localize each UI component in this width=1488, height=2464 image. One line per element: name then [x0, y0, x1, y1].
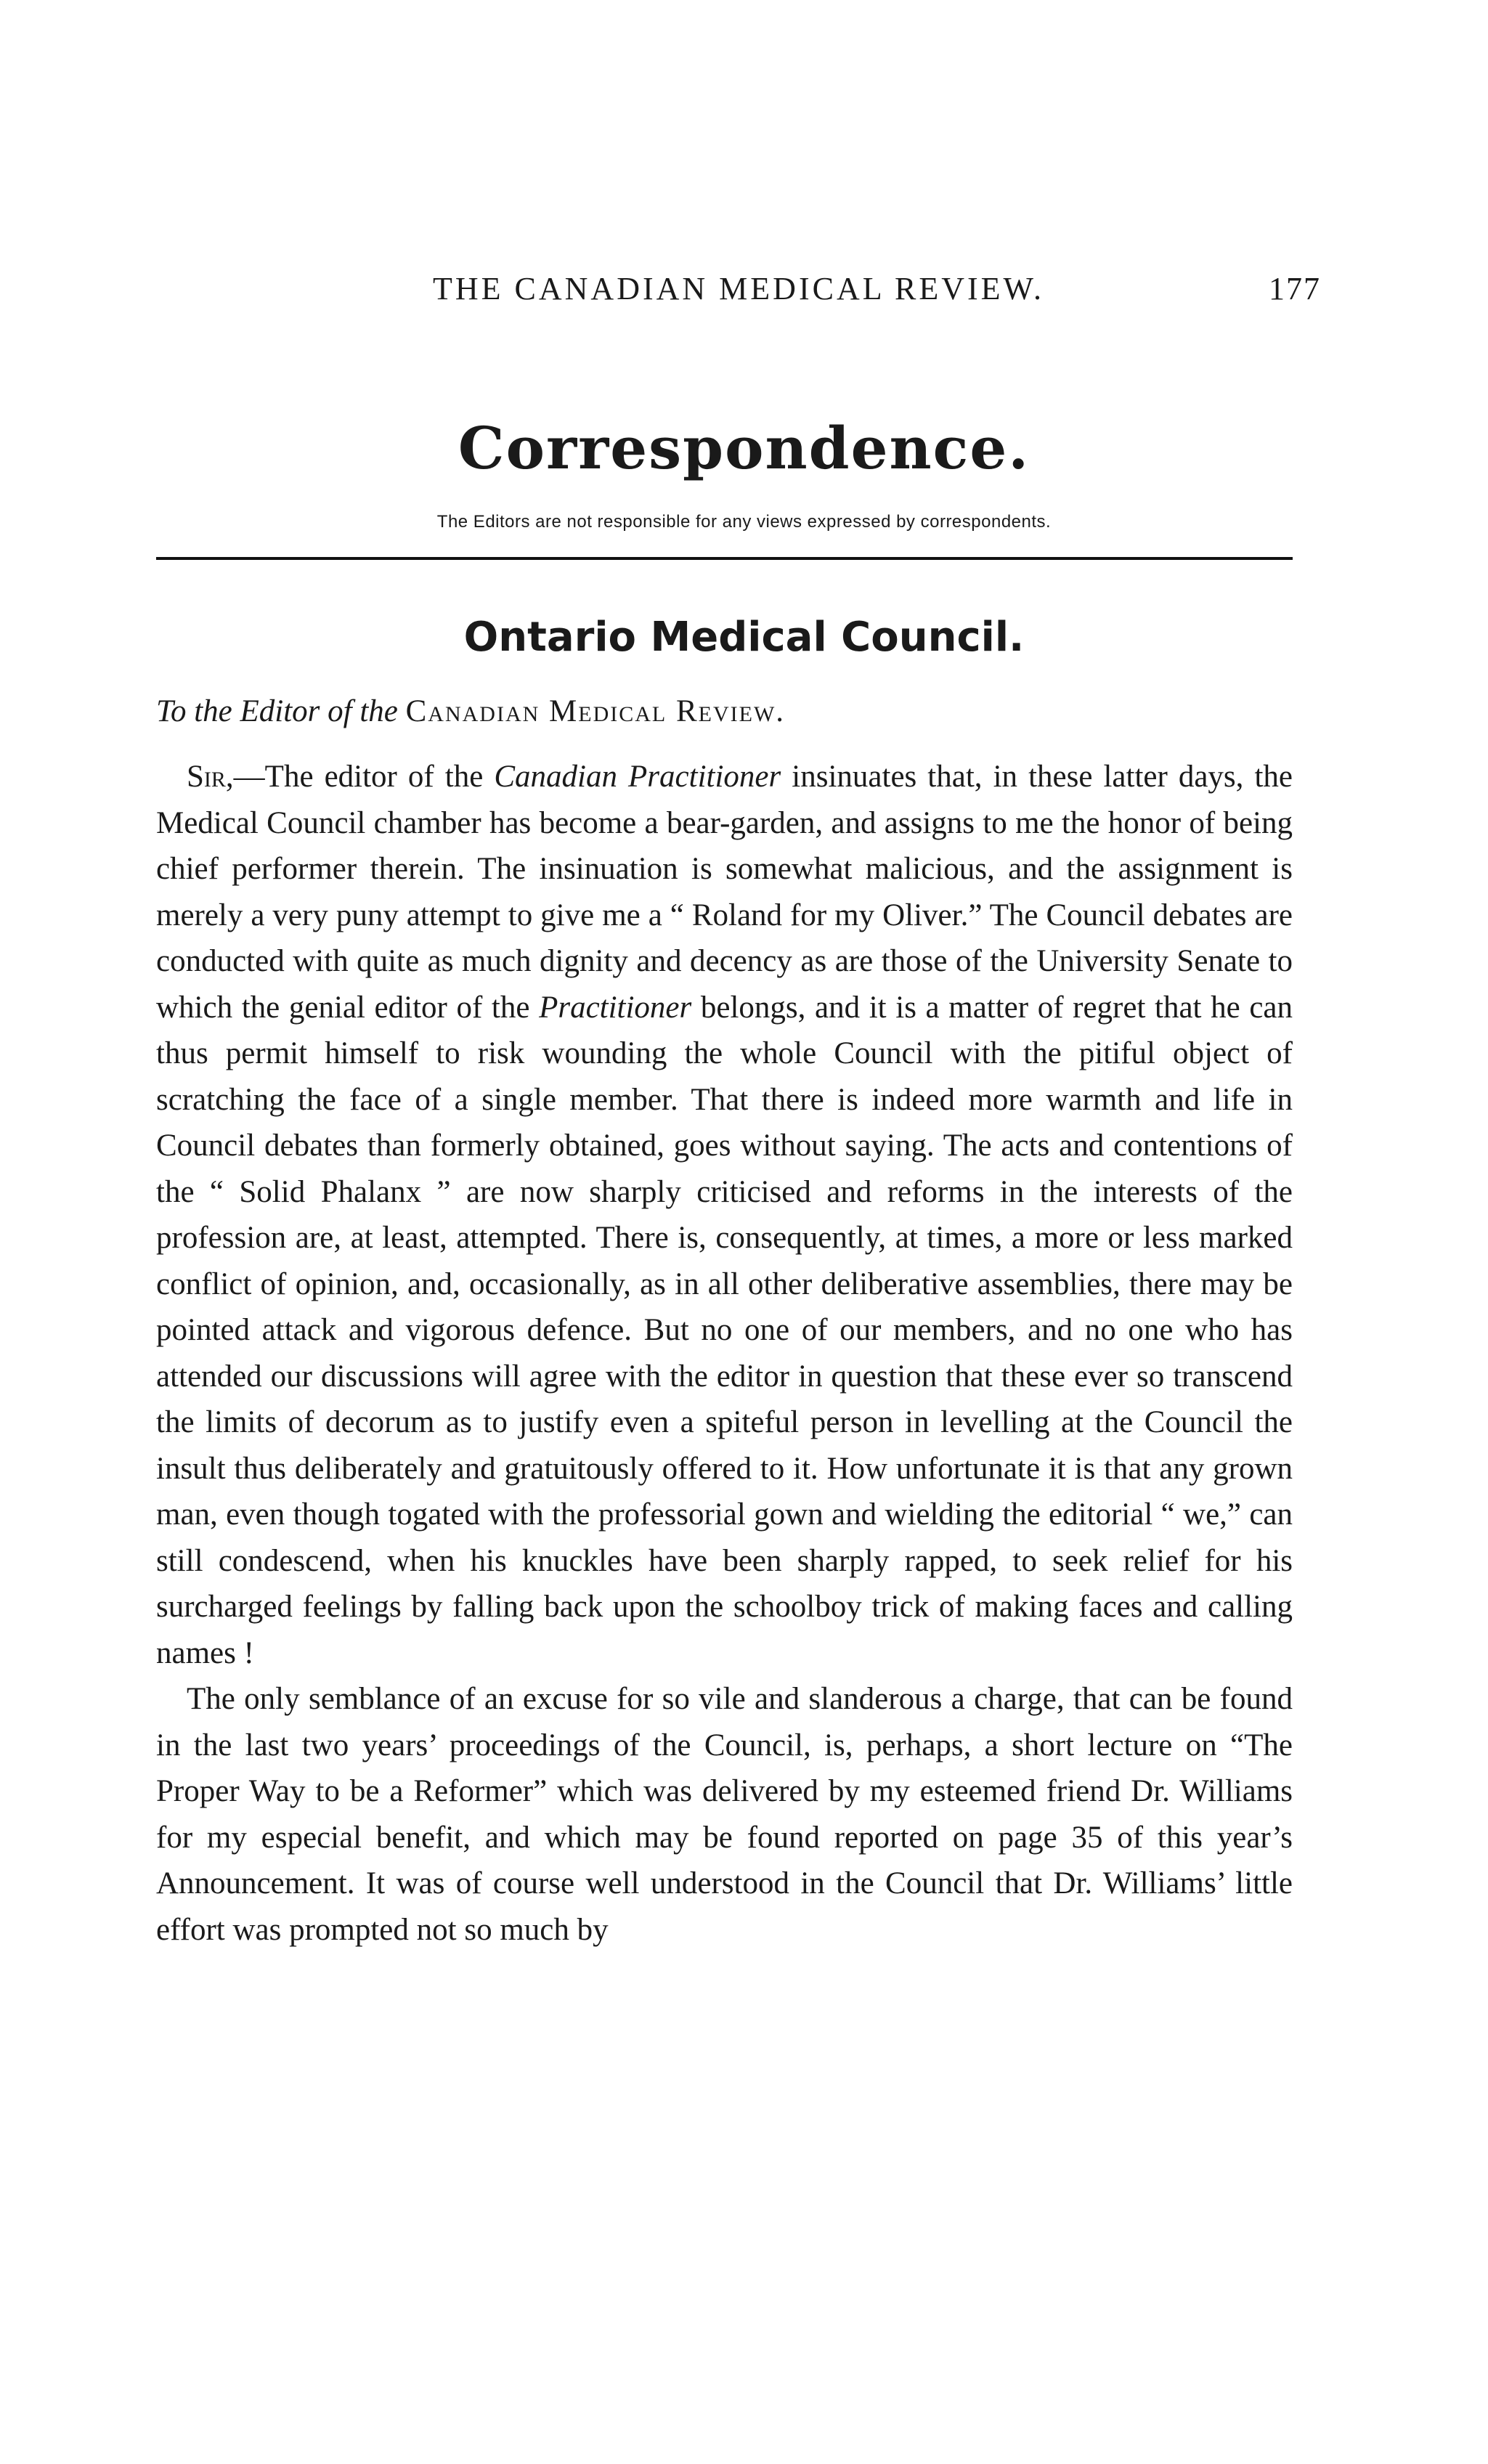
- paragraph-text: belongs, and it is a matter of regret that he can thus permit himself to risk wounding the whole Council with the pitiful object of scratching the face of a single member. That there is indeed more warmth and life in Council debates than formerly obtained, goes without saying. The acts and contentions of the “ Solid Phalanx ” are now sharply criticised and reforms in the interests of the profession are, at least, attempted. There is, consequently, at times, a more or less marked conflict of opinion, and, occasionally, as in all other deliberative assemblies, there may be pointed attack and vigorous defence. But no one of our members, and no one who has attended our discussions will agree with the editor in question that these ever so transcend the limits of decorum as to justify even a spiteful person in levelling at the Council the insult thus deliberately and gratuitously offered to it. How unfortunate it is that any grown man, even though togated with the professorial gown and wielding the editorial “ we,” can still condescend, when his knuckles have been sharply rapped, to seek relief for his surcharged feelings by falling back upon the schoolboy trick of making faces and calling names !: [156, 990, 1293, 1670]
- journal-title: THE CANADIAN MEDICAL REVIEW.: [433, 271, 1044, 306]
- journal-name: Practitioner: [539, 990, 692, 1025]
- salutation-prefix: To the Editor of the: [156, 694, 406, 728]
- paragraph: [156, 754, 1293, 1676]
- salutation-journal: Canadian Medical Review.: [405, 694, 786, 728]
- paragraph: The only semblance of an excuse for so vile and slanderous a charge, that can be found in the last two years’ proceedings of the Council, is, perhaps, a short lecture on “The Proper Way to be a Reformer” which was delivered by my esteemed friend Dr. Williams for my especial benefit, and which may be found reported on page 35 of this year’s Announcement. It was of course well understood in the Council that Dr. Williams’ little effort was prompted not so much by: [156, 1682, 1293, 1947]
- section-title: Correspondence.: [458, 414, 1030, 482]
- article-body: [156, 754, 1293, 1953]
- salutation: [156, 694, 785, 729]
- paragraph-text: insinuates that, in these latter days, the Medical Council chamber has become a bear-garden, and assigns to me the honor of being chief performer therein. The insinuation is somewhat malicious, and the assignment is merely a very puny attempt to give me a “ Roland for my Oliver.” The Council debates are conducted with quite as much dignity and decency as are those of the University Senate to which the genial editor of the: [156, 760, 1293, 1025]
- paragraph-lead: Sir,: [187, 760, 234, 794]
- running-header: [156, 270, 1321, 314]
- section-divider: [156, 557, 1293, 560]
- page-number: 177: [1269, 271, 1321, 306]
- journal-name: Canadian Practitioner: [494, 760, 781, 794]
- editorial-disclaimer: The Editors are not responsible for any views expressed by correspondents.: [436, 512, 1052, 532]
- paragraph-text: —The editor of the: [233, 760, 495, 794]
- article-title: Ontario Medical Council.: [463, 614, 1025, 661]
